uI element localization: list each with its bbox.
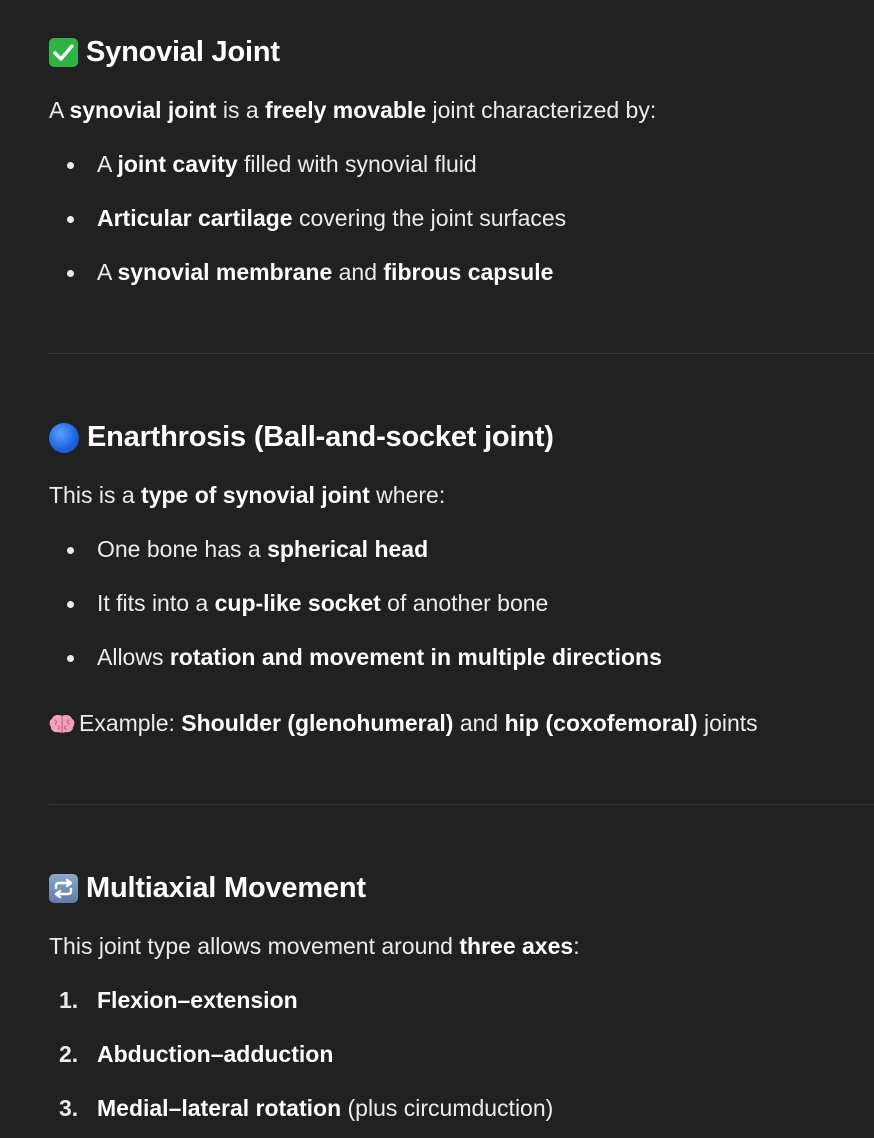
synovial-intro xyxy=(49,95,874,125)
list-item: 3. Medial–lateral rotation (plus circumduction) xyxy=(59,1095,554,1121)
blue-circle-icon xyxy=(49,423,79,453)
list-item: 1. Flexion–extension xyxy=(59,987,298,1013)
heading-text: Enarthrosis (Ball-and-socket joint) xyxy=(87,421,554,453)
section-synovial-joint xyxy=(49,36,874,69)
synovial-list xyxy=(49,149,874,311)
multiaxial-intro xyxy=(49,931,874,961)
heading-text: Synovial Joint xyxy=(86,36,280,68)
section-enarthrosis xyxy=(49,421,874,454)
section-multiaxial xyxy=(49,872,874,905)
list-item: A synovial membrane and fibrous capsule xyxy=(49,257,874,311)
list-item: 2. Abduction–adduction xyxy=(59,1041,334,1067)
enarthrosis-list xyxy=(49,534,874,696)
list-item: Allows rotation and movement in multiple directions xyxy=(49,642,874,696)
check-mark-icon xyxy=(49,38,78,67)
section-divider xyxy=(49,353,874,354)
section-heading xyxy=(49,421,874,454)
paragraph: A synovial joint is a freely movable joint characterized by: xyxy=(49,97,657,123)
paragraph: Example: Shoulder (glenohumeral) and hip (coxofemoral) joints xyxy=(49,708,874,738)
section-heading xyxy=(49,36,874,69)
enarthrosis-intro xyxy=(49,480,874,510)
brain-icon xyxy=(49,711,75,731)
heading-text: Multiaxial Movement xyxy=(86,872,366,904)
list-item: It fits into a cup-like socket of another bone xyxy=(49,588,874,642)
list-item: Articular cartilage covering the joint surfaces xyxy=(49,203,874,257)
paragraph: This is a type of synovial joint where: xyxy=(49,482,446,508)
axes-list xyxy=(49,985,874,1138)
section-divider xyxy=(49,804,874,805)
example-line xyxy=(49,708,874,738)
section-heading xyxy=(49,872,874,905)
list-item: One bone has a spherical head xyxy=(49,534,874,588)
list-item: A joint cavity filled with synovial fluid xyxy=(49,149,874,203)
paragraph: This joint type allows movement around three axes: xyxy=(49,933,580,959)
repeat-icon xyxy=(49,874,78,903)
